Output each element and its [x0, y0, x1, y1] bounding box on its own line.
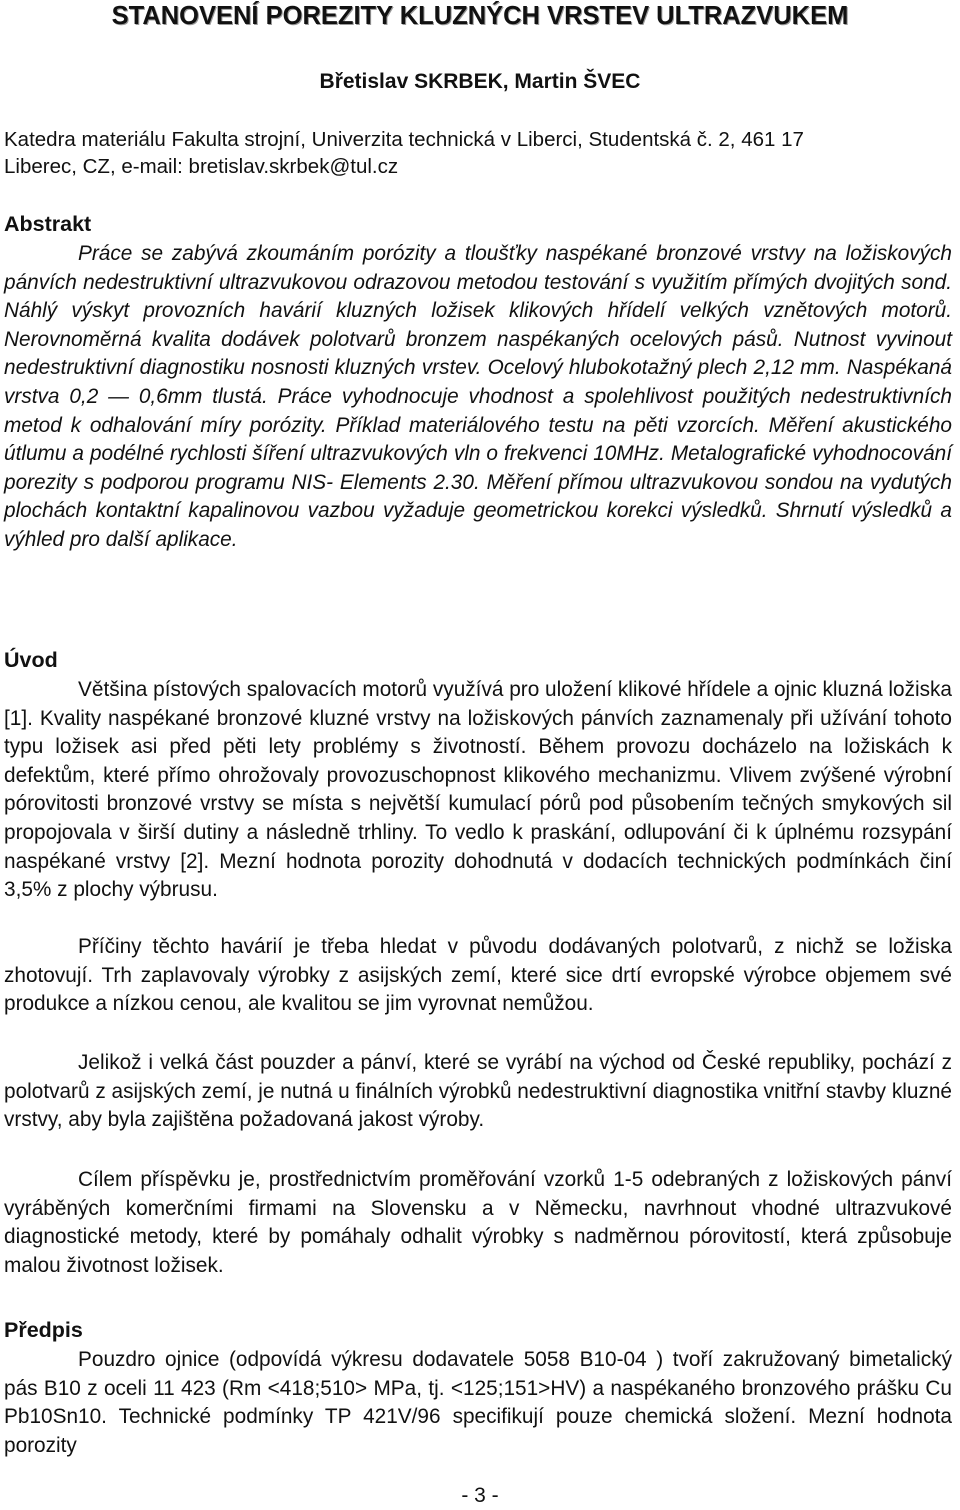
affiliation-line-1: Katedra materiálu Fakulta strojní, Univerzita technická v Liberci, Studentská č. 2, 461 17 — [4, 128, 804, 151]
authors: Břetislav SKRBEK, Martin ŠVEC — [319, 70, 641, 93]
abstract-text: Práce se zabývá zkoumáním porózity a tloušťky naspékané bronzové vrstvy na ložiskových pánvích nedestruktivní ultrazvukovou odrazovou metodou testování s využitím přímých dvojitých sond. Náhlý výskyt provozních havárií kluzných ložisek klikových hřídelí velkých vznětových motorů. Nerovnoměrná kvalita dodávek polotvarů bronzem naspékaných ocelových pásů. Nutnost vyvinout nedestruktivní diagnostiku nosnosti kluzných vrstev. Ocelový hlubokotažný plech 2,12 mm. Naspékaná vrstva 0,2 — 0,6mm tlustá. Práce vyhodnocuje vhodnost a spolehlivost použitých nedestruktivních metod k odhalování míry porózity. Příklad materiálového testu na pěti vzorcích. Měření akustického útlumu a podélné rychlosti šíření ultrazvukových vln o frekvenci 10MHz. Metalografické vyhodnocování porezity s podporou programu NIS- Elements 2.30. Měření přímou ultrazvukovou sondou na vydutých plochách kontaktní kapalinovou vazbou vyžaduje geometrickou korekci výsledků. Shrnutí výsledků a výhled pro další aplikace. — [4, 242, 952, 551]
affiliation — [4, 126, 904, 180]
intro-paragraph-2: Příčiny těchto havárií je třeba hledat v původu dodávaných polotvarů, z nichž se ložiska zhotovují. Trh zaplavovaly výrobky z asijských zemí, které sice drtí evropské výrobce objemem své produkce a nízkou cenou, ale kvalitou se jim vyrovnat nemůžou. — [4, 935, 952, 1016]
intro-paragraph-1: Většina pístových spalovacích motorů využívá pro uložení klikové hřídele a ojnic kluzná ložiska [1]. Kvality naspékané bronzové kluzné vrstvy na ložiskových pánvích zaznamenaly při užívání tohoto typu ložisek asi před pěti lety problémy s životností. Během provozu docházelo na ložiskách k defektům, které přímo ohrožovaly provozuschopnost klikového mechanizmu. Vlivem zvýšené výrobní pórovitosti bronzové vrstvy se místa s největší kumulací pórů pod působením tečných smykových sil propojovala v širší dutiny a následně trhliny. To vedlo k praskání, odlupování či k úplnému rozsypání naspékané vrstvy [2]. Mezní hodnota porozity dohodnutá v dodacích technických podmínkách činí 3,5% z plochy výbrusu. — [4, 678, 952, 902]
abstract-heading: Abstrakt — [4, 212, 92, 236]
predpis-text: Pouzdro ojnice (odpovídá výkresu dodavatele 5058 B10-04 ) tvoří zakružovaný bimetalický pás B10 z oceli 11 423 (Rm <418;510> MPa, tj. <125;151>HV) a naspékaného bronzového prášku Cu Pb10Sn10. Technické podmínky TP 421V/96 specifikují pouze chemická složení. Mezní hodnota porozity — [4, 1348, 952, 1457]
paper-title: STANOVENÍ POREZITY KLUZNÝCH VRSTEV ULTRAZVUKEM — [111, 2, 849, 30]
intro-heading: Úvod — [4, 648, 58, 672]
intro-paragraph-3: Jelikož i velká část pouzder a pánví, které se vyrábí na východ od České republiky, pochází z polotvarů z asijských zemí, je nutná u finálních výrobků nedestruktivní diagnostika vnitřní stavby kluzné vrstvy, aby byla zajištěna požadovaná jakost výroby. — [4, 1051, 952, 1132]
intro-paragraph-4: Cílem příspěvku je, prostřednictvím proměřování vzorků 1-5 odebraných z ložiskových pánví vyráběných komerčními firmami na Slovensku a v Německu, navrhnout vhodné ultrazvukové diagnostické metody, které by pomáhaly odhalit výrobky s nadměrnou pórovitostí, která způsobuje malou životnost ložisek. — [4, 1168, 952, 1277]
affiliation-line-2: Liberec, CZ, e-mail: bretislav.skrbek@tul.cz — [4, 155, 399, 178]
predpis-heading: Předpis — [4, 1318, 83, 1342]
page-number: - 3 - — [461, 1484, 499, 1507]
